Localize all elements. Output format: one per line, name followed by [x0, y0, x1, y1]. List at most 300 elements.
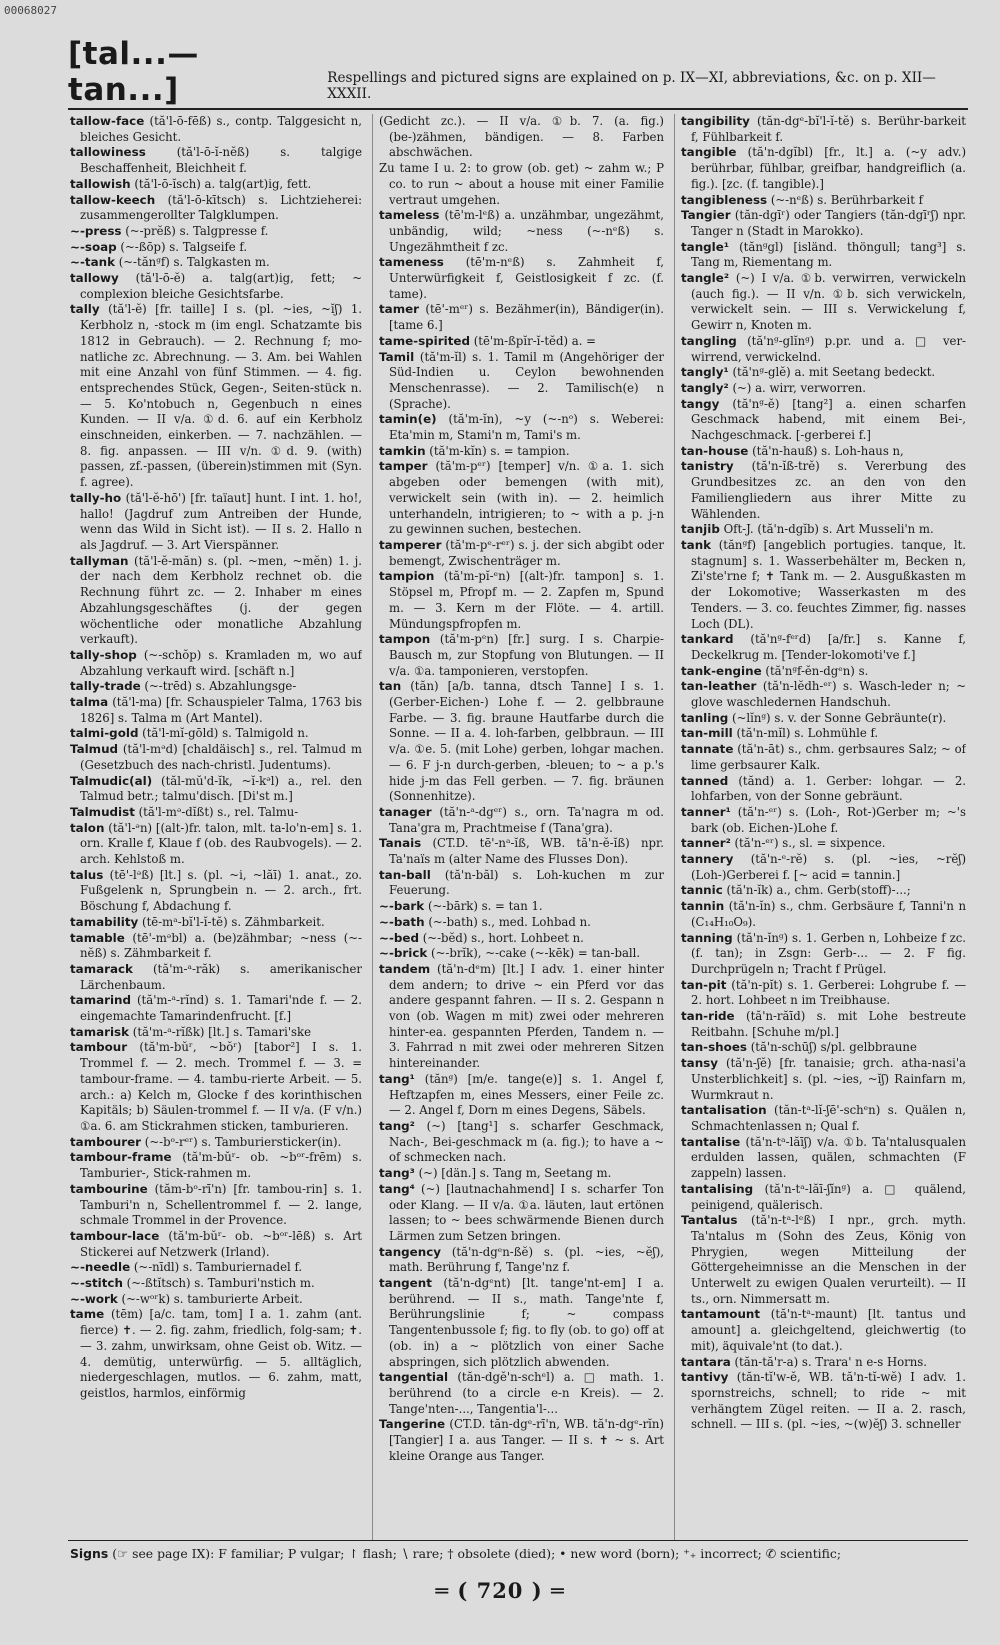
entry-definition: (tă'm-ᵃ-rĭßk) [lt.] s. Tamari'ske: [132, 1024, 312, 1039]
headword: tandem: [379, 961, 431, 976]
headword: tambour-frame: [70, 1150, 172, 1165]
dictionary-entry: [681, 240, 966, 271]
entry-definition: (tă'n-băl) s. Loh-kuchen m zur Feuerung.: [389, 867, 664, 898]
dictionary-entry: [379, 1276, 664, 1370]
headword: tallowiness: [70, 145, 146, 160]
dictionary-entry: [70, 1260, 362, 1276]
entry-definition: (~lĭnᵍ) s. v. der Sonne Gebräunte(r).: [732, 710, 947, 725]
headword: tangle¹: [681, 239, 730, 254]
entry-definition: (tă'n-ᵉ-rĕ) s. (pl. ~ies, ~rĕʃ) (Loh-)Gerberei f. [~ acid = tannin.]: [691, 852, 966, 882]
entry-definition: (tă'l-ĕ) [fr. taille] I s. (pl. ~ies, ~ĭʃ) 1. Kerbholz n, -stock m (im engl. Schatzamte bis 1812 in Gebrauch). — 2. Rechnung f; mo-natliche zc. Abrechnung. — 3. Am. bei Wahlen mit eine Anzahl von fünf Stimmen. — 4. fig. entsprechendes Stück, Gegen-, Seiten-stück n. — 5. Ko'ntobuch n, Gegenbuch n eines Kunden. — II v/a. ①d. 6. auf ein Kerbholz einschneiden, einkerben. — 7. nachzählen. — 8. fig. anpassen. — III v/n. ①d. 9. (with) passen, zf.-passen, (überein)stimmen mit (Syn. f. agree).: [80, 302, 362, 490]
dictionary-entry: [70, 931, 362, 962]
entry-definition: (tă'nᵍf-ĕn-dgᵉn) s.: [765, 663, 869, 678]
entry-definition: (tăl-mŭ'd-ĭk, ~ĭ-kᵊl) a., rel. den Talmud betr.; talmu'disch. [Di'st m.]: [80, 773, 362, 804]
dictionary-entry: [379, 915, 664, 931]
dictionary-entry: [379, 805, 664, 836]
headword: tanjib: [681, 522, 720, 537]
entry-definition: (tă'n-ᵃ-dgᵉʳ) s., orn. Ta'nagra m od. Tana'gra m, Prachtmeise f (Tana'gra).: [389, 804, 664, 835]
dictionary-entry: [681, 711, 966, 727]
dictionary-entry: [70, 1135, 362, 1151]
dictionary-entry: [379, 538, 664, 569]
headword: tansy: [681, 1056, 719, 1071]
entry-definition: (tă'n-tᵃ-lăīʃ) v/a. ①b. Ta'ntalusqualen erdulden lassen, quälen, schmachten (F zappeln) lassen.: [691, 1134, 966, 1181]
signs-legend: [70, 1546, 970, 1568]
entry-definition: (tănd) a. 1. Gerber: lohgar. — 2. lohfarben, von der Sonne gebräunt.: [691, 773, 966, 804]
headword: ~-needle: [70, 1260, 131, 1275]
entry-definition: (tă'l-ō-ĕ) a. talg(art)ig, fett; ~ complexion bleiche Gesichtsfarbe.: [80, 271, 362, 301]
headword: tally-ho: [70, 490, 122, 505]
headword: ~-bed: [379, 930, 419, 945]
entry-definition: (~-bᵒ-rᵉʳ) s. Tamburiersticker(in).: [144, 1134, 342, 1149]
page-id: 00068027: [4, 4, 57, 17]
headword: tanager: [379, 804, 432, 819]
entry-definition: (tē'm-nᵉß) s. Zahmheit f, Unterwürfigkeit f, Geistlosigkeit f zc. (f. tame).: [389, 255, 664, 301]
dictionary-entry: [70, 302, 362, 490]
headword: tannate: [681, 742, 734, 757]
dictionary-entry: [70, 224, 362, 240]
page-header: [68, 36, 968, 110]
headword: tan-mill: [681, 726, 733, 741]
dictionary-entry: [681, 522, 966, 538]
headword: tamability: [70, 914, 139, 929]
entry-definition: (tă'n-dgĭbl) [fr., lt.] a. (~y adv.) berührbar, fühlbar, greifbar, handgreiflich (a. fig.). [zc. (f. tangible).]: [691, 145, 966, 191]
entry-definition: (tă'm-bŭʳ- ob. ~bᵒʳ-lēß) s. Art Stickerei auf Netzwerk (Irland).: [80, 1228, 362, 1259]
headword: tang⁴: [379, 1181, 415, 1196]
entry-definition: (CT.D. tăn-dgᵉ-rī'n, WB. tă'n-dgᵉ-rĭn) [Tangier] I a. aus Tanger. — II s. ✝ ~ s. Art kleine Orange aus Tanger.: [389, 1417, 664, 1463]
dictionary-entry: [379, 569, 664, 632]
dictionary-entry: [379, 946, 664, 962]
entry-definition: (tă'nᵍ-ĕ) [tang²] a. einen scharfen Geschmack habend, mit einem Bei-, Nachgeschmack. [-gerberei f.]: [691, 396, 966, 443]
headword: tamperer: [379, 537, 442, 552]
dictionary-entry: [70, 491, 362, 554]
headword: tambour-lace: [70, 1228, 160, 1243]
dictionary-entry: [681, 365, 966, 381]
dictionary-entry: [681, 444, 966, 460]
entry-definition: (tē'-mᵉʳ) s. Bezähmer(in), Bändiger(in). [tame 6.]: [389, 302, 664, 333]
headword: talus: [70, 867, 104, 882]
entry-definition: (~-trēd) s. Abzahlungsge-: [144, 679, 297, 694]
headword: ~-work: [70, 1291, 118, 1306]
dictionary-entry: [681, 726, 966, 742]
dictionary-entry: [70, 114, 362, 145]
headword: tamer: [379, 302, 420, 317]
dictionary-entry: [681, 1355, 966, 1371]
entry-definition: (tē'm-lᵉß) a. unzähmbar, ungezähmt, unbändig, wild; ~ness (~-nᵉß) s. Ungezähmtheit f zc.: [389, 208, 664, 254]
entry-definition: (tă'n-răīd) s. mit Lohe bestreute Reitbahn. [Schuhe m/pl.]: [691, 1009, 966, 1039]
column-1: [70, 114, 362, 1540]
dictionary-entry: [70, 1292, 362, 1308]
entry-definition: (tē-mᵃ-bĭ'l-ĭ-tĕ) s. Zähmbarkeit.: [142, 914, 325, 929]
dictionary-entry: [681, 1370, 966, 1433]
guide-words: [tal...—tan...]: [68, 36, 199, 108]
dictionary-entry: [681, 1009, 966, 1040]
entry-definition: (tă'n-ĭn) s., chm. Gerbsäure f, Tanni'n n (C₁₄H₁₀O₉).: [691, 899, 966, 929]
entry-definition: (tăn-tă'r-a) s. Trara' n e-s Horns.: [734, 1354, 927, 1369]
entry-definition: (tăn-dgīʳ) oder Tangiers (tăn-dgīʳʃ) npr. Tanger n (Stadt in Marokko).: [691, 208, 966, 238]
entry-definition: (tă'n-lĕdh-ᵉʳ) s. Wasch-leder n; ~ glove waschledernen Handschuh.: [691, 679, 966, 710]
headword: tankard: [681, 632, 734, 647]
headword: tan-shoes: [681, 1040, 747, 1055]
footer-rule: [68, 1540, 968, 1541]
dictionary-entry: [681, 742, 966, 773]
entry-definition: (tă'n-dgᵉnt) [lt. tange'nt-em] I a. berührend. — II s., math. Tange'nte f, Berührungslinie f; ~ compass Tangentenbussole f; fig. to fly (ob. to go) off at (ob. in) a ~ plötzlich von einer Sache abspringen, sich plötzlich abwenden.: [389, 1276, 664, 1369]
headword: tannin: [681, 899, 725, 914]
signs-ref: (☞ see page IX):: [112, 1546, 215, 1561]
dictionary-entry: [70, 868, 362, 915]
entry-definition: (~) a. wirr, verworren.: [732, 380, 867, 395]
dictionary-entry: [681, 1135, 966, 1182]
header-note: Respellings and pictured signs are explained on p. IX—XI, abbreviations, &c. on p. XII—XXXII.: [327, 70, 936, 102]
entry-definition: Oft-J. (tă'n-dgĭb) s. Art Musseli'n m.: [723, 522, 934, 537]
headword: tally-shop: [70, 647, 137, 662]
headword: tallow-keech: [70, 192, 156, 207]
headword: tampion: [379, 569, 435, 584]
headword: tan-pit: [681, 977, 727, 992]
dictionary-entry: [379, 444, 664, 460]
dictionary-entry: [70, 1025, 362, 1041]
headword: tangibleness: [681, 192, 768, 207]
headword: tan-ride: [681, 1009, 735, 1024]
dictionary-entry: [70, 145, 362, 176]
dictionary-entry: [681, 1182, 966, 1213]
column-3: [674, 114, 966, 1540]
entry-definition: (tē'-lᵊß) [lt.] s. (pl. ~i, ~lăī) 1. anat., zo. Fußgelenk n, Sprungbein n. — 2. arch., frt. Böschung f, Abdachung f.: [80, 867, 362, 914]
dictionary-entry: [70, 271, 362, 302]
entry-definition: (tă'm-pᵉn) [fr.] surg. I s. Charpie-Bausch m, zur Stopfung von Blutungen. — II v/a. ①a. tamponieren, verstopfen.: [389, 632, 664, 678]
headword: ~-bark: [379, 899, 425, 914]
dictionary-entry: [379, 1370, 664, 1417]
entry-definition: (~-bārk) s. = tan 1.: [427, 899, 543, 914]
headword: tamable: [70, 930, 125, 945]
headword: Tangier: [681, 208, 731, 223]
headword: tanned: [681, 773, 729, 788]
entry-definition: (tă'n-ᵉʳ) s., sl. = sixpence.: [734, 836, 886, 851]
entry-definition: (tē'm-ßpĭr-ĭ-tĕd) a. =: [473, 333, 596, 348]
dictionary-entry: [681, 632, 966, 663]
dictionary-entry: [681, 271, 966, 334]
dictionary-entry: [70, 695, 362, 726]
dictionary-entry: [379, 1245, 664, 1276]
entry-definition: (tă'l-mĭ-gōld) s. Talmigold n.: [142, 726, 309, 741]
entry-definition: (tă'nᵍ-glĭnᵍ) p.pr. und a. □ ver-wirrend, verwickelnd.: [691, 333, 966, 364]
dictionary-entry: [379, 931, 664, 947]
headword: tanling: [681, 710, 729, 725]
entry-definition: (tă'nᵍ-glĕ) a. mit Seetang bedeckt.: [732, 365, 936, 380]
headword: tallyman: [70, 553, 129, 568]
headword: Tantalus: [681, 1213, 738, 1228]
headword: tanner¹: [681, 804, 731, 819]
entry-definition: (CT.D. tē'-nᵃ-ĭß, WB. tă'n-ĕ-ĭß) npr. Ta'naïs m (alter Name des Flusses Don).: [389, 836, 664, 867]
entry-definition: (~-tănᵍf) s. Talgkasten m.: [118, 255, 270, 270]
entry-definition: (~-ßtĭtsch) s. Tamburi'nstich m.: [126, 1276, 315, 1291]
entry-definition: (tă'm-kĭn) s. = tampion.: [429, 443, 570, 458]
dictionary-entry: [379, 208, 664, 255]
headword: tamper: [379, 459, 428, 474]
headword: tally-trade: [70, 679, 141, 694]
entry-definition: (tă'm-ᵃ-rĭnd) s. 1. Tamari'nde f. — 2. eingemachte Tamarindenfrucht. [f.]: [80, 993, 362, 1024]
dictionary-entry: [681, 145, 966, 192]
entry-definition: (tăn) [a/b. tanna, dtsch Tanne] I s. 1. (Gerber-Eichen-) Lohe f. — 2. gelbbraune Farbe. — 3. fig. braune Hautfarbe durch die Sonne. — II a. 4. loh-farben, gelbbraun. — III v/a. ①e. 5. (mit Lohe) gerben, lohgar machen. — 6. F j-n durch-gerben, -bleuen; to ~ a p.'s hide j-m das Fell gerben. — 7. fig. bräunen (Sonnenhitze).: [389, 679, 664, 804]
entry-definition: (tăn-tᵃ-lĭ-ʃē'-schᵉn) s. Quälen n, Schmachtenlassen n; Qual f.: [691, 1103, 966, 1133]
entry-definition: (~-brĭk), ~-cake (~-kēk) = tan-ball.: [431, 946, 641, 961]
headword: tamarisk: [70, 1024, 130, 1039]
headword: tannic: [681, 883, 723, 898]
headword: tanning: [681, 930, 733, 945]
page-number: ═ ( 720 ) ═: [435, 1578, 565, 1603]
dictionary-entry: [681, 208, 966, 239]
headword: talma: [70, 695, 109, 710]
dictionary-entry: [681, 381, 966, 397]
dictionary-entry: [379, 412, 664, 443]
dictionary-entry: [379, 836, 664, 867]
headword: ~-brick: [379, 946, 428, 961]
headword: tantalisation: [681, 1103, 767, 1118]
dictionary-entry: [379, 350, 664, 413]
entry-definition: (tă'n-ĭß-trĕ) s. Vererbung des Grundbesitzes zc. an den von den Familiengliedern aus ihrer Mitte zu Wählenden.: [691, 459, 966, 521]
headword: tanner²: [681, 836, 731, 851]
dictionary-entry: [379, 1072, 664, 1119]
dictionary-entry: [681, 114, 966, 145]
headword: tallow-face: [70, 114, 145, 128]
signs-text: F familiar; P vulgar; ↾ flash; ∖ rare; † obsolete (died); • new word (born); ⁺₊ incorrect; ✆ scientific;: [218, 1546, 842, 1561]
entry-definition: Zu tame I u. 2: to grow (ob. get) ~ zahm w.; P co. to run ~ about a house mit einer Familie vertraut umgehen.: [379, 161, 664, 207]
headword: tameless: [379, 208, 440, 223]
entry-definition: (~-nᵉß) s. Berührbarkeit f: [770, 192, 923, 207]
headword: tantalise: [681, 1134, 741, 1149]
dictionary-entry: [379, 255, 664, 302]
headword: tally: [70, 302, 100, 317]
headword: tang²: [379, 1119, 415, 1133]
entry-definition: (tă'n-tᵃ-maunt) [lt. tantus und amount] a. gleichgeltend, gleichwertig (to mit), äquivale'nt (to dat.).: [691, 1307, 966, 1353]
entry-definition: (tă'm-pĭ-ᵉn) [(alt-)fr. tampon] s. 1. Stöpsel m, Pfropf m. — 2. Zapfen m, Spund m. — 3. Kern m der Flöte. — 4. artill. Mündungspfropfen m.: [389, 569, 664, 631]
headword: ~-stitch: [70, 1276, 123, 1291]
dictionary-entry: [681, 334, 966, 365]
entry-definition: (tă'l-ĕ-hō') [fr. taïaut] hunt. I int. 1. ho!, hallo! (Jagdruf zum Antreiben der Hunde, wenn das Wild in Sicht ist). — II s. 2. Hallo n als Jagdruf. — 3. Art Vierspänner.: [80, 490, 362, 552]
headword: tampon: [379, 632, 431, 647]
entry-definition: (tē'-mᵊbl) a. (be)zähmbar; ~ness (~-nĕß) s. Zähmbarkeit f.: [80, 930, 362, 961]
dictionary-entry: [379, 962, 664, 1072]
headword: Tangerine: [379, 1417, 446, 1432]
entry-definition: (tăm-bᵒ-rī'n) [fr. tambou-rin] s. 1. Tamburi'n n, Schellentrommel f. — 2. lange, schmale Trommel in der Provence.: [80, 1181, 362, 1228]
entry-definition: (tă'n-dgᵉn-ßĕ) s. (pl. ~ies, ~ĕʃ), math. Berührung f, Tange'nz f.: [389, 1244, 664, 1275]
headword: tan-house: [681, 443, 749, 458]
dictionary-entry: [70, 915, 362, 931]
entry-definition: (tă'nᵍ-fᵉʳd) [a/fr.] s. Kanne f, Deckelkrug m. [Tender-lokomoti've f.]: [691, 632, 966, 662]
dictionary-entry: [379, 1417, 664, 1464]
headword: tannery: [681, 852, 734, 867]
entry-definition: (tă'l-mᵊ-dĭßt) s., rel. Talmu-: [138, 804, 299, 819]
headword: tangling: [681, 333, 737, 348]
hand-pointer-icon: ☞: [117, 1546, 129, 1561]
dictionary-entry: [379, 334, 664, 350]
entry-definition: (tă'n-āt) s., chm. gerbsaures Salz; ~ of lime gerbsaurer Kalk.: [691, 742, 966, 772]
dictionary-entry: [70, 255, 362, 271]
entry-definition: (tă'l-ma) [fr. Schauspieler Talma, 1763 bis 1826] s. Talma m (Art Mantel).: [80, 695, 362, 725]
headword: Tamil: [379, 349, 415, 364]
headword: tang³: [379, 1166, 415, 1181]
entry-definition: (tă'n-tᵃ-lăī-ʃĭnᵍ) a. □ quälend, peinigend, quälerisch.: [691, 1181, 966, 1212]
dictionary-entry: [681, 664, 966, 680]
entry-definition: (~) [tang¹] s. scharfer Geschmack, Nach-, Bei-geschmack m (a. fig.); to have a ~ of schmecken nach.: [389, 1119, 664, 1165]
dictionary-entry: [70, 1307, 362, 1401]
dictionary-entry: [70, 1182, 362, 1229]
headword: tame-spirited: [379, 333, 470, 348]
dictionary-entry: [681, 397, 966, 444]
headword: tank: [681, 537, 712, 552]
dictionary-entry: [681, 805, 966, 836]
headword: tallowish: [70, 176, 131, 191]
dictionary-entry: [681, 836, 966, 852]
dictionary-entry: [681, 978, 966, 1009]
dictionary-entry: [681, 679, 966, 710]
entry-definition: (~-schŏp) s. Kramladen m, wo auf Abzahlung verkauft wird. [schäft n.]: [80, 647, 362, 678]
dictionary-entry: [681, 193, 966, 209]
headword: tallowy: [70, 271, 119, 286]
headword: tanistry: [681, 459, 734, 474]
column-2: [372, 114, 664, 1540]
headword: tame: [70, 1307, 105, 1322]
headword: tameness: [379, 255, 444, 270]
dictionary-entry: [379, 114, 664, 161]
headword: talon: [70, 820, 105, 835]
headword: tambourer: [70, 1134, 142, 1149]
headword: tangential: [379, 1370, 449, 1385]
dictionary-entry: [70, 821, 362, 868]
entry-definition: (tă'n-ᵉʳ) s. (Loh-, Rot-)Gerber m; ~'s bark (ob. Eichen-)Lohe f.: [691, 804, 966, 835]
headword: Talmudist: [70, 804, 135, 819]
headword: tan: [379, 679, 402, 694]
entry-definition: (tă'n-hauß) s. Loh-haus n,: [752, 443, 904, 458]
dictionary-entry: [379, 679, 664, 805]
dictionary-entry: [70, 742, 362, 773]
entry-definition: (tă'm-ĭn), ~y (~-nᵒ) s. Weberei: Eta'min m, Stami'n m, Tami's m.: [389, 412, 664, 443]
dictionary-entry: [681, 883, 966, 899]
dictionary-entry: [70, 193, 362, 224]
dictionary-entry: [379, 1166, 664, 1182]
dictionary-entry: [681, 1213, 966, 1307]
entry-definition: (tă'n-schūʃ) s/pl. gelbbraune: [750, 1040, 917, 1055]
headword: tambourine: [70, 1181, 148, 1196]
headword: tantara: [681, 1354, 731, 1369]
dictionary-entry: [681, 852, 966, 883]
entry-definition: (tă'n-ĭnᵍ) s. 1. Gerben n, Lohbeize f zc. (f. tan); in Zsgn: Gerb-... — 2. F fig. Durchprügeln n; Tracht f Prügel.: [691, 930, 966, 976]
entry-definition: (tă'n-ĭk) a., chm. Gerb(stoff)-...;: [726, 883, 911, 898]
dictionary-entry: [681, 538, 966, 632]
entry-definition: (tănᵍ) [m/e. tange(e)] s. 1. Angel f, Heftzapfen m, eines Messers, einer Feile zc. — 2. Angel f, Dorn m eines Degens, Säbels.: [389, 1071, 664, 1118]
entry-definition: (~) I v/a. ①b. verwirren, verwickeln (auch fig.). — II v/n. ①b. sich verwickeln, verwickelt sein. — III s. Verwickelung f, Gewirr n, Knoten m.: [691, 271, 966, 333]
dictionary-entry: [681, 1103, 966, 1134]
dictionary-entry: [70, 177, 362, 193]
headword: tamkin: [379, 443, 426, 458]
entry-definition: (Gedicht zc.). — II v/a. ①b. 7. (a. fig.) (be-)zähmen, bändigen. — 8. Farben abschwächen.: [379, 114, 664, 160]
dictionary-columns: [70, 114, 966, 1540]
entry-definition: (tă'l-ō-fēß) s., contp. Talggesicht n, bleiches Gesicht.: [80, 114, 362, 144]
dictionary-entry: [70, 554, 362, 648]
dictionary-entry: [681, 899, 966, 930]
headword: tangible: [681, 145, 737, 160]
dictionary-entry: [70, 774, 362, 805]
dictionary-entry: [70, 1229, 362, 1260]
dictionary-entry: [379, 302, 664, 333]
entry-definition: (tă'm-pᵉʳ) [temper] v/n. ①a. 1. sich abgeben oder bemengen (with mit), verwickelt sein (with in). — 2. heimlich unterhandeln, intrigieren; to ~ with a p. j-n zu gewinnen suchen, bestechen.: [389, 459, 664, 537]
dictionary-entry: [379, 868, 664, 899]
headword: ~-press: [70, 223, 122, 238]
dictionary-entry: [681, 1307, 966, 1354]
entry-definition: (~) [lautnachahmend] I s. scharfer Ton oder Klang. — II v/a. ①a. läuten, laut ertönen lassen; to ~ bees schwärmende Bienen durch Lärmen zum Setzen bringen.: [389, 1181, 664, 1243]
entry-definition: (tă'm-bŭʳ, ~bŏʳ) [tabor²] I s. 1. Trommel f. — 2. mech. Trommel f. — 3. = tambour-frame. — 4. tambu-rierte Arbeit. — 5. arch.: a) Kelch m, Glocke f des korinthischen Kapitäls; b) Säulen-trommel f. — II v/a. (F v/n.) ①a. 6. am Stickrahmen sticken, tamburieren.: [80, 1040, 362, 1133]
entry-definition: (tă'l-ᵊn) [(alt-)fr. talon, mlt. ta-lo'n-em] s. 1. orn. Kralle f, Klaue f (ob. des Raubvogels). — 2. arch. Kehlstoß m.: [80, 820, 362, 867]
headword: tantamount: [681, 1307, 761, 1322]
headword: tangy: [681, 396, 720, 411]
headword: tang¹: [379, 1071, 415, 1086]
headword: Talmudic(al): [70, 773, 153, 788]
dictionary-entry: [70, 648, 362, 679]
headword: tamin(e): [379, 412, 437, 427]
signs-label: Signs: [70, 1546, 109, 1561]
dictionary-entry: [379, 459, 664, 538]
headword: tangency: [379, 1244, 442, 1259]
headword: tan-leather: [681, 679, 757, 694]
headword: tank-engine: [681, 663, 762, 678]
dictionary-entry: [379, 161, 664, 208]
dictionary-entry: [70, 240, 362, 256]
entry-definition: (tă'm-pᵉ-rᵉʳ) s. j. der sich abgibt oder bemengt, Zwischenträger m.: [389, 537, 664, 568]
headword: ~-bath: [379, 914, 425, 929]
headword: tamarind: [70, 993, 132, 1008]
dictionary-entry: [681, 1056, 966, 1103]
headword: tamarack: [70, 961, 133, 976]
entry-definition: (tă'l-ō-ĭ-nĕß) s. talgige Beschaffenheit, Bleichheit f.: [80, 145, 362, 176]
entry-definition: (tă'n-tᵃ-lᵉß) I npr., grch. myth. Ta'ntalus m (Sohn des Zeus, König von Phrygien, wegen Mitteilung der Göttergeheimnisse an die Menschen in der Unterwelt zu ewigen Qualen verurteilt). — II ts., orn. Nimmersatt m.: [691, 1213, 966, 1306]
headword: tangly²: [681, 380, 729, 395]
dictionary-entry: [70, 726, 362, 742]
entry-definition: (tă'm-ᵃ-răk) s. amerikanischer Lärchenbaum.: [80, 961, 362, 992]
headword: tantalising: [681, 1181, 754, 1196]
dictionary-entry: [681, 931, 966, 978]
headword: tantivy: [681, 1370, 729, 1385]
entry-definition: (tă'n-pĭt) s. 1. Gerberei: Lohgrube f. — 2. hort. Lohbeet n im Treibhause.: [691, 977, 966, 1008]
entry-definition: (tă'l-mᵊd) [chaldäisch] s., rel. Talmud m (Gesetzbuch des nach-christl. Judentums).: [80, 742, 362, 772]
entry-definition: (~-bĕd) s., hort. Lohbeet n.: [422, 930, 584, 945]
entry-definition: (tănᵍf) [angeblich portugies. tanque, lt. stagnum] s. 1. Wasserbehälter m, Becken n, Zi'ste'rne f; ✝ Tank m. — 2. Ausgußkasten m der Lokomotive; Wasserkasten m des Tenders. — 3. co. feuchtes Zimmer, fig. nasses Loch (DL).: [691, 537, 966, 631]
dictionary-entry: [70, 993, 362, 1024]
entry-definition: (~-prĕß) s. Talgpresse f.: [125, 223, 269, 238]
headword: tangle²: [681, 271, 730, 286]
entry-definition: (tăn-dgĕ'n-schᵉl) a. □ math. 1. berührend (to a circle e-n Kreis). — 2. Tange'nten-..., Tangentia'l-...: [389, 1370, 664, 1416]
headword: Talmud: [70, 742, 119, 757]
headword: ~-soap: [70, 239, 117, 254]
dictionary-entry: [379, 899, 664, 915]
dictionary-entry: [70, 1040, 362, 1134]
dictionary-entry: [70, 962, 362, 993]
entry-definition: (~-wᵒʳk) s. tamburierte Arbeit.: [121, 1291, 303, 1306]
headword: tangly¹: [681, 365, 729, 380]
headword: tambour: [70, 1040, 128, 1055]
headword: tan-ball: [379, 867, 431, 882]
dictionary-entry: [681, 1040, 966, 1056]
entry-definition: (tă'l-ō-kītsch) s. Lichtzieherei: zusammengerollter Talgklumpen.: [80, 192, 362, 223]
entry-definition: (~-bath) s., med. Lohbad n.: [428, 914, 591, 929]
dictionary-entry: [70, 1150, 362, 1181]
dictionary-entry: [681, 459, 966, 522]
dictionary-entry: [70, 679, 362, 695]
entry-definition: (tă'm-ĭl) s. 1. Tamil m (Angehöriger der Süd-Indien u. Ceylon bewohnenden Menschenrasse). — 2. Tamilisch(e) n (Sprache).: [389, 349, 664, 411]
entry-definition: (tăn-tĭ'w-ĕ, WB. tă'n-tĭ-wĕ) I adv. 1. spornstreichs, schnell; to ride ~ mit verhängtem Zügel reiten. — II a. 2. rasch, schnell. — III s. (pl. ~ies, ~(w)ĕʃ) 3. schneller: [691, 1370, 966, 1432]
entry-definition: (tă'm-bŭʳ- ob. ~bᵒʳ-frēm) s. Tamburier-, Stick-rahmen m.: [80, 1150, 362, 1181]
entry-definition: (tă'l-ĕ-măn) s. (pl. ~men, ~mĕn) 1. j. der nach dem Kerbholz rechnet ob. die Rechnung führt zc. — 2. Inhaber m eines Abzahlungsgeschäftes (j. der gegen wöchentliche oder monatliche Abzahlung verkauft).: [80, 553, 362, 647]
entry-definition: (tă'n-dᵉm) [lt.] I adv. 1. einer hinter dem andern; to drive ~ ein Pferd vor das andere gespannt fahren. — II s. 2. Gespann n von (ob. Wagen m mit) zwei oder mehreren hinter-ea. gespannten Pferden, Tandem n. — 3. Fahrrad n mit zwei oder mehreren Sitzen hintereinander.: [389, 961, 664, 1071]
dictionary-entry: [379, 632, 664, 679]
